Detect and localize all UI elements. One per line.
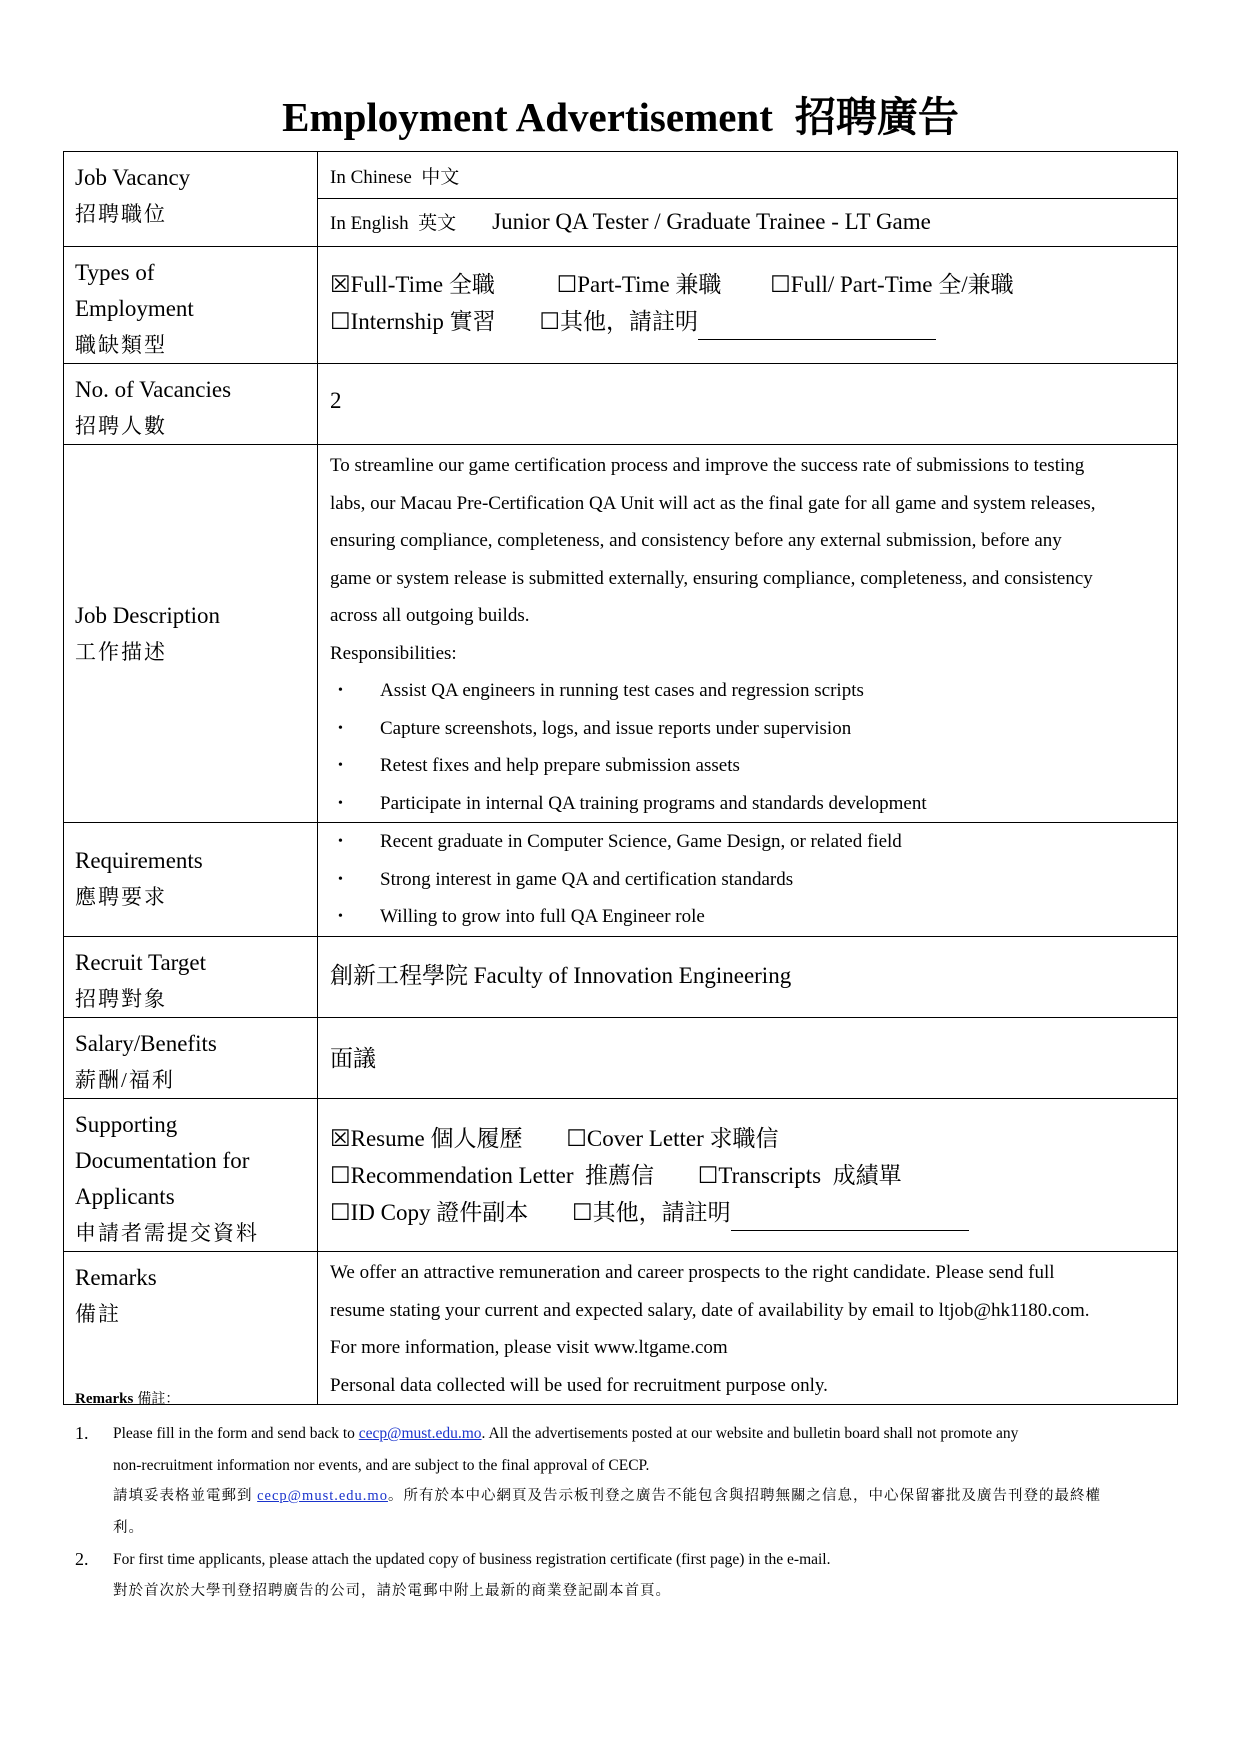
documentation-options [318, 1099, 1178, 1252]
remarks-label: Remarks 備註 [64, 1252, 318, 1405]
title-zh: 招聘廣告 [794, 94, 959, 140]
remarks-line: Personal data collected will be used for recruitment purpose only. [330, 1374, 828, 1396]
other-type-checkbox[interactable]: ☐其他，請註明 [539, 309, 699, 334]
note-1: 1. Please fill in the form and send back to cecp@must.edu.mo. All the advertisements posted at our website and bulletin board shall not promote any non-recruitment information nor events, and are subject to the final approval of CECP. 請填妥表格並電郵到 cecp@must.edu.mo。所有於本中心網頁及告示板刊登之廣告不能包含與招聘無關之信息，中心保留審批及廣告刊登的最終權 利。 [75, 1423, 1101, 1536]
vacancies-value: 2 [330, 388, 342, 413]
description-line: labs, our Macau Pre-Certification QA Unit will act as the final gate for all game and system releases, [330, 492, 1096, 514]
english-label: In English 英文 [330, 213, 457, 234]
full-time-checkbox[interactable]: ☒Full-Time 全職 [330, 272, 495, 297]
part-time-checkbox[interactable]: ☐Part-Time 兼職 [556, 272, 722, 297]
vacancies-field[interactable] [318, 364, 1178, 445]
remarks-line: We offer an attractive remuneration and career prospects to the right candidate. Please send full [330, 1262, 1055, 1283]
description-line: ensuring compliance, completeness, and consistency before any external submission, before any [330, 530, 1062, 551]
job-vacancy-english-field[interactable] [318, 199, 1178, 247]
list-item: • Willing to grow into full QA Engineer role [330, 898, 1165, 936]
full-part-time-checkbox[interactable]: ☐Full/ Part-Time 全/兼職 [770, 272, 1014, 297]
footer-heading: Remarks 備註： [75, 1391, 180, 1407]
transcripts-checkbox[interactable]: ☐Transcripts 成績單 [697, 1163, 902, 1188]
remarks-field [318, 1252, 1178, 1405]
requirements-field [318, 823, 1178, 937]
title-en: Employment Advertisement [282, 94, 773, 140]
salary-value: 面議 [330, 1046, 376, 1071]
salary-field[interactable] [318, 1018, 1178, 1099]
list-item: • Capture screenshots, logs, and issue reports under supervision [330, 710, 1165, 748]
description-line: across all outgoing builds. [330, 605, 530, 626]
resume-checkbox[interactable]: ☒Resume 個人履歷 [330, 1126, 523, 1151]
employment-type-label: Types of Employment 職缺類型 [64, 247, 318, 364]
recruit-target-label: Recruit Target 招聘對象 [64, 937, 318, 1018]
requirements-label: Requirements 應聘要求 [64, 823, 318, 937]
recommendation-letter-checkbox[interactable]: ☐Recommendation Letter 推薦信 [330, 1163, 655, 1188]
vacancies-label: No. of Vacancies 招聘人數 [64, 364, 318, 445]
remarks-line: For more information, please visit www.ltgame.com [330, 1337, 728, 1358]
remarks-line: resume stating your current and expected salary, date of availability by email to ltjob@hk1180.com. [330, 1299, 1090, 1321]
job-description-field [318, 445, 1178, 823]
list-item: • Retest fixes and help prepare submission assets [330, 747, 1165, 785]
responsibilities-list [330, 672, 1165, 822]
list-item: • Participate in internal QA training programs and standards development [330, 785, 1165, 823]
cecp-email-link[interactable]: cecp@must.edu.mo [358, 1425, 482, 1442]
advertisement-form [63, 151, 1178, 1405]
chinese-label: In Chinese 中文 [330, 167, 460, 188]
recruit-target-field[interactable] [318, 937, 1178, 1018]
internship-checkbox[interactable]: ☐Internship 實習 [330, 309, 496, 334]
salary-label: Salary/Benefits 薪酬/福利 [64, 1018, 318, 1099]
id-copy-checkbox[interactable]: ☐ID Copy 證件副本 [330, 1200, 529, 1225]
english-value: Junior QA Tester / Graduate Trainee - LT Game [492, 209, 931, 234]
job-vacancy-label: Job Vacancy 招聘職位 [64, 152, 318, 247]
cecp-email-link[interactable]: cecp@must.edu.mo [257, 1488, 388, 1504]
responsibilities-heading: Responsibilities: [330, 642, 457, 664]
job-description-label: Job Description 工作描述 [64, 445, 318, 823]
recruit-target-value: 創新工程學院 Faculty of Innovation Engineering [330, 963, 792, 988]
list-item: • Assist QA engineers in running test cases and regression scripts [330, 672, 1165, 710]
employment-type-options [318, 247, 1178, 364]
other-document-input[interactable] [731, 1206, 969, 1231]
other-document-checkbox[interactable]: ☐其他，請註明 [572, 1200, 731, 1225]
footer-notes [75, 1388, 1180, 1607]
description-line: To streamline our game certification process and improve the success rate of submissions to testing [330, 455, 1085, 476]
note-2: 2. For first time applicants, please attach the updated copy of business registration certificate (first page) in the e-mail. 對於首次於大學刊登招聘廣告的公司，請於電郵中附上最新的商業登記副本首頁。 [75, 1549, 831, 1599]
list-item: • Recent graduate in Computer Science, Game Design, or related field [330, 823, 1165, 861]
page-title [0, 84, 1241, 143]
job-vacancy-chinese-field[interactable] [318, 152, 1178, 199]
cover-letter-checkbox[interactable]: ☐Cover Letter 求職信 [566, 1126, 779, 1151]
list-item: • Strong interest in game QA and certification standards [330, 861, 1165, 899]
description-line: game or system release is submitted externally, ensuring compliance, completeness, and consistency [330, 567, 1093, 589]
other-type-input[interactable] [698, 315, 936, 340]
requirements-list [330, 823, 1165, 936]
documentation-label: Supporting Documentation for Applicants 申請者需提交資料 [64, 1099, 318, 1252]
